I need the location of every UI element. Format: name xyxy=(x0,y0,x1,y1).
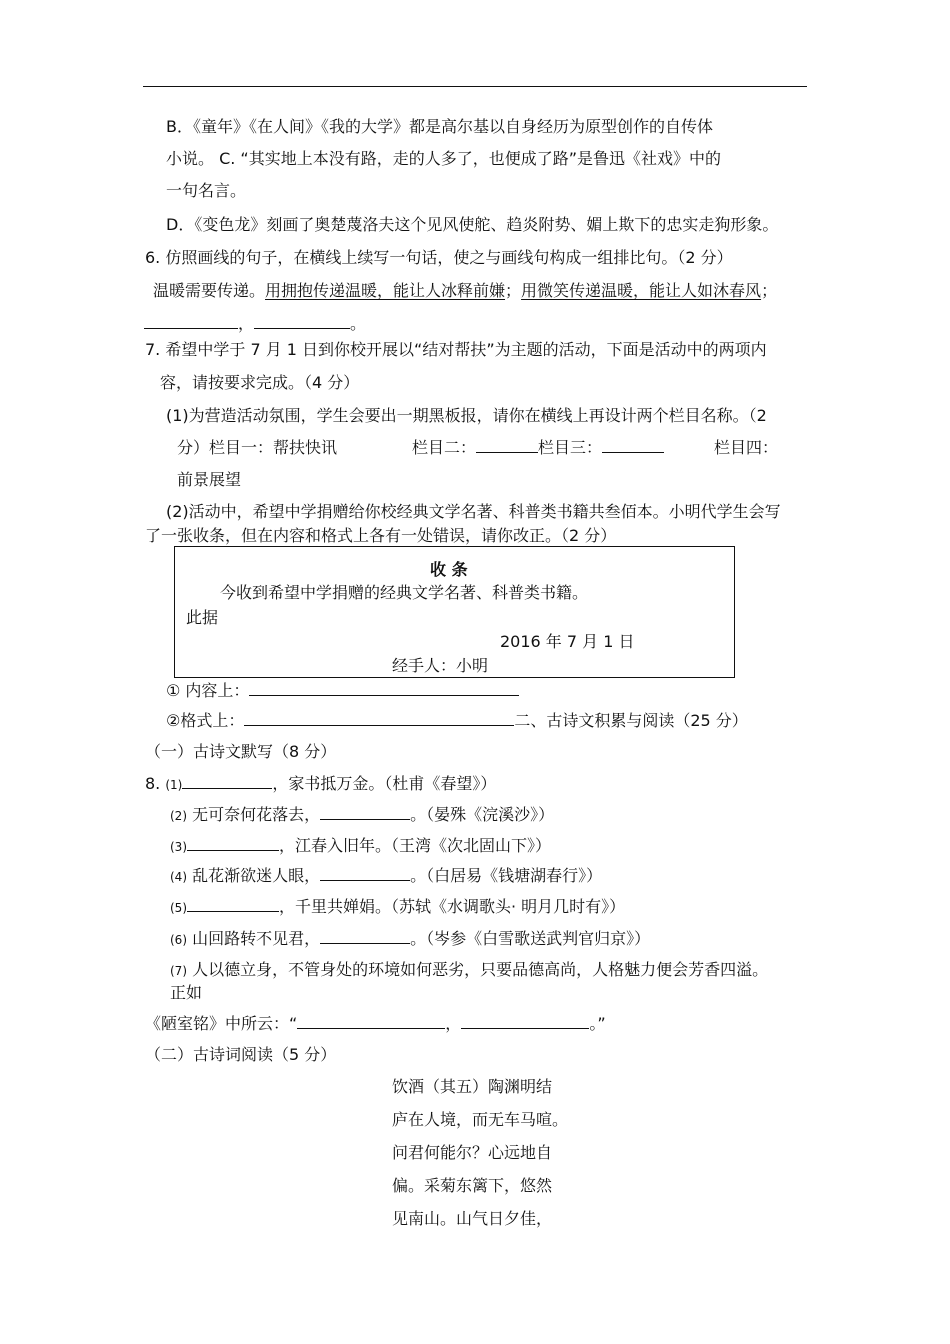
q8-i6-text-b: 。（岑参《白雪歌送武判官归京》） xyxy=(410,929,651,948)
q7-line1: 7. 希望中学于 7 月 1 日到你校开展以“结对帮扶”为主题的活动，下面是活动中的两项内 xyxy=(145,340,767,359)
q8-item-3 xyxy=(170,836,551,857)
q6-blank-1[interactable] xyxy=(144,314,238,329)
q8-i5-blank[interactable] xyxy=(187,897,279,912)
q8-i7-text-a: 人以德立身，不管身处的环境如何恶劣，只要品德高尚，人格魅力便会芳香四溢。 xyxy=(192,960,769,979)
q7-part2-line1: (2)活动中，希望中学捐赠给你校经典文学名著、科普类书籍共叁佰本。小明代学生会写 xyxy=(166,502,781,521)
q6-lead: 温暖需要传递。 xyxy=(153,281,266,300)
q8-i3-text: ，江春入旧年。（王湾《次北固山下》） xyxy=(279,836,552,855)
receipt-body: 今收到希望中学捐赠的经典文学名著、科普类书籍。 xyxy=(220,583,589,602)
poem-line-4: 偏。采菊东篱下，悠然 xyxy=(392,1176,553,1195)
answer-format-label: ②格式上： xyxy=(166,711,245,730)
q8-i3-num: (3) xyxy=(170,840,187,854)
poem-line-5: 见南山。山气日夕佳， xyxy=(392,1209,553,1228)
answer-content-blank[interactable] xyxy=(249,681,519,696)
q7-part1-columns xyxy=(177,438,778,458)
q8-item-5 xyxy=(170,897,625,918)
q8-i7-text-c: 《陋室铭》中所云：“ xyxy=(145,1014,298,1033)
poem-line-2: 庐在人境，而无车马喧。 xyxy=(392,1110,569,1129)
q6-underlined-1: 用拥抱传递温暖，能让人冰释前嫌 xyxy=(265,281,506,300)
q8-i3-blank[interactable] xyxy=(187,836,279,851)
option-b-line1: B．《童年》《在人间》《我的大学》都是高尔基以自身经历为原型创作的自传体 xyxy=(166,117,713,136)
q8-i2-num: (2) xyxy=(170,809,187,823)
receipt-handler: 经手人：小明 xyxy=(392,656,489,675)
q8-i5-num: (5) xyxy=(170,901,187,915)
column-two-label: 栏目二： xyxy=(412,438,477,457)
column-four-value: 前景展望 xyxy=(177,470,242,489)
q8-item-7 xyxy=(170,960,768,981)
q8-i7-blank-1[interactable] xyxy=(297,1014,445,1029)
q8-i4-text-b: 。（白居易《钱塘湖春行》） xyxy=(410,866,603,885)
q8-i7-num: (7) xyxy=(170,964,187,978)
q8-i2-blank[interactable] xyxy=(320,805,410,820)
section-b-heading: （二）古诗词阅读（5 分） xyxy=(145,1045,337,1064)
q8-i1-text: ，家书抵万金。（杜甫《春望》） xyxy=(272,774,497,793)
q8-i4-text-a: 乱花渐欲迷人眼， xyxy=(192,866,321,885)
q8-item-4 xyxy=(170,866,602,887)
column-one: 分）栏目一：帮扶快讯 xyxy=(177,438,338,457)
q6-prompt: 6. 仿照画线的句子，在横线上续写一句话，使之与画线句构成一组排比句。（2 分） xyxy=(145,248,733,267)
poem-line-3: 问君何能尔？心远地自 xyxy=(392,1143,553,1162)
option-b-line3: 一句名言。 xyxy=(166,181,247,200)
q8-i2-text-b: 。（晏殊《浣溪沙》） xyxy=(410,805,555,824)
q8-i6-blank[interactable] xyxy=(320,929,410,944)
q6-period: 。 xyxy=(350,314,367,333)
receipt-date: 2016 年 7 月 1 日 xyxy=(500,632,635,651)
column-three-label: 栏目三： xyxy=(538,438,603,457)
q6-blank-2[interactable] xyxy=(254,314,350,329)
column-four-label: 栏目四： xyxy=(714,438,779,457)
q8-i5-text: ，千里共婵娟。（苏轼《水调歌头· 明月几时有》） xyxy=(279,897,626,916)
receipt-ci: 此据 xyxy=(186,608,219,627)
column-two-blank[interactable] xyxy=(476,438,538,453)
answer-format xyxy=(166,711,748,731)
header-rule xyxy=(143,86,807,87)
q8-i7-blank-2[interactable] xyxy=(461,1014,589,1029)
option-d: D．《变色龙》刻画了奥楚蔑洛夫这个见风使舵、趋炎附势、媚上欺下的忠实走狗形象。 xyxy=(166,215,779,234)
q8-i4-blank[interactable] xyxy=(320,866,410,881)
poem-line-1: 饮酒（其五）陶渊明结 xyxy=(392,1077,553,1096)
q8-i7-text-d: ， xyxy=(445,1014,462,1033)
q8-i1-num: (1) xyxy=(165,778,183,792)
q8-i7-text-e: 。” xyxy=(589,1014,606,1033)
column-three-blank[interactable] xyxy=(602,438,664,453)
q6-end: ； xyxy=(761,281,778,300)
section-a-heading: （一）古诗文默写（8 分） xyxy=(145,742,337,761)
receipt-title: 收 条 xyxy=(430,560,468,579)
q8-item-2 xyxy=(170,805,554,826)
q6-comma: ， xyxy=(238,314,255,333)
answer-format-blank[interactable] xyxy=(244,711,514,726)
q6-underlined-2: 用微笑传递温暖，能让人如沐春风 xyxy=(521,281,762,300)
q8-item-1 xyxy=(145,774,496,795)
q8-i4-num: (4) xyxy=(170,870,187,884)
q6-sep: ； xyxy=(505,281,522,300)
q8-item-6 xyxy=(170,929,650,950)
q7-part2-line2: 了一张收条，但在内容和格式上各有一处错误，请你改正。（2 分） xyxy=(145,526,617,545)
answer-content-label: ① 内容上： xyxy=(166,681,250,700)
q8-i7-zhengru: 正如 xyxy=(170,983,203,1002)
q7-line2: 容，请按要求完成。（4 分） xyxy=(160,373,360,392)
q8-item-7-answer xyxy=(145,1014,606,1034)
q7-part1-line1: (1)为营造活动氛围，学生会要出一期黑板报，请你在横线上再设计两个栏目名称。（2 xyxy=(166,406,767,425)
q6-answer-line xyxy=(144,314,366,334)
option-b-line2: 小说。 C. “其实地上本没有路，走的人多了，也便成了路”是鲁迅《社戏》中的 xyxy=(166,149,722,168)
section-two-heading: 二、古诗文积累与阅读（25 分） xyxy=(514,711,748,730)
q8-i1-blank[interactable] xyxy=(182,774,272,789)
q8-i6-text-a: 山回路转不见君， xyxy=(192,929,321,948)
q6-sentence xyxy=(153,281,777,301)
answer-content xyxy=(166,681,519,701)
q8-i6-num: (6) xyxy=(170,933,187,947)
q8-number: 8. xyxy=(145,774,161,793)
q8-i2-text-a: 无可奈何花落去， xyxy=(192,805,321,824)
